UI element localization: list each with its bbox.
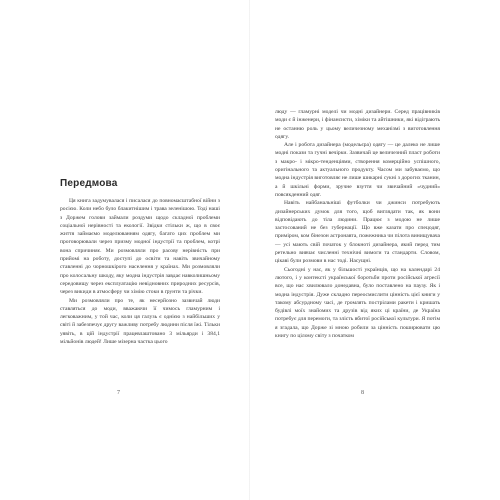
left-page-body [60,197,220,346]
paragraph: Сьогодні у нас, як у більшості українців, що на календарі 24 лютого, і у контексті української боротьби проти російської агресії все, що нас хвилювало донедавна, було поставлено на паузу. Як і модна індустрія. Дуже складно переосмислити цінність цієї книги у такому абсурдному часі, де громлять пострілами ракети і кришать будівлі моїх знайомих та друзів від яких ці країни, де Україна потребує для перемоги, та злість вбитої російської культури. Я потім я згадала, що Дорже зі мною робили за цінність поширювати цю книгу по цілому світу з початком [275,266,440,340]
page-number-left: 7 [117,390,120,396]
paragraph: люду — гламурні моделі чи модні дизайнери. Серед працівників моди є й інженери, і фінансисти, хіміки та айтішники, які відіграють не останню роль у цьому величезному механізмі з виготовлення одягу. [275,109,440,140]
right-page-body [275,108,440,340]
paragraph: Але і робота дизайнера (модельєра) одягу — це далеко не лише модні покази та гучні вечірки. Зазвичай це величезний пласт роботи з макро- і мікро-тенденціями, створення комерційно успішного, оригінального та актуального продукту. Часом ми забуваємо, що модна індустрія виготовляє не лише шикарні сукні з дорогих тканин, а й шкільні форми, зручне взуття чи звичайний «чудний» повсякденний одяг. [275,142,440,198]
paragraph: Навіть найбанальніші футболки чи джинси потребують дизайнерських думок для того, щоб виглядати так, як вони відповідають до тіла людини. Працює з модою не лише застосований не без губернації. Що вже казати про спецодяг, приміром, ком бінезон астронавта, пожежника чи пілота винищувача — усі мають свій початок у блокноті дизайнера, який перед тим ретельно вивчає численні технічні вимоги та стандарти. Словом, цікаві були розмови в нас тоді. Насущні. [275,200,440,265]
chapter-heading: Передмова [60,178,118,189]
page-number-right: 8 [361,390,364,396]
paragraph: Ця книга задумувалася і писалася до повномасштабної війни з росією. Коли небо було блакитнішим і трава зеленішою. Тоді наші з Доржем голови займали роздуми щодо складної проблеми соціальної нерівності та екології. Звідки стільки ж, що в своє життя займаємо моделюванням одягу, багато цих проблем ми проговорювали через призму модної індустрії та проблем, котрі вона спричиняє. Ми розмовляли про расову нерівність при прийомі на роботу, доступі до освіти та навіть звичайному ставленні до чорношкірого населення у країнах. Ми розмовляли про колосальну шкоду, яку модна індустрія завдає навколишньому середовищу через експлуатацію невідновних природних ресурсів, через викиди в атмосферу чи хімію стоки в ґрунти та річки. [60,198,220,296]
right-page [250,0,500,500]
paragraph: Ми розмовляли про те, як несерйозно зазвичай люди ставляться до моди, вважаючи її чимось гламурним і легковажним, у той час, коли ця галузь є однією з найбільших у світі й забезпечує другу важливу потребу людини після їжі. Тільки уявіть, в цій індустрії працевлаштовано 3 мільярди і 384,1 мільйонів людей! Лише мізерна частка цього [60,297,220,346]
